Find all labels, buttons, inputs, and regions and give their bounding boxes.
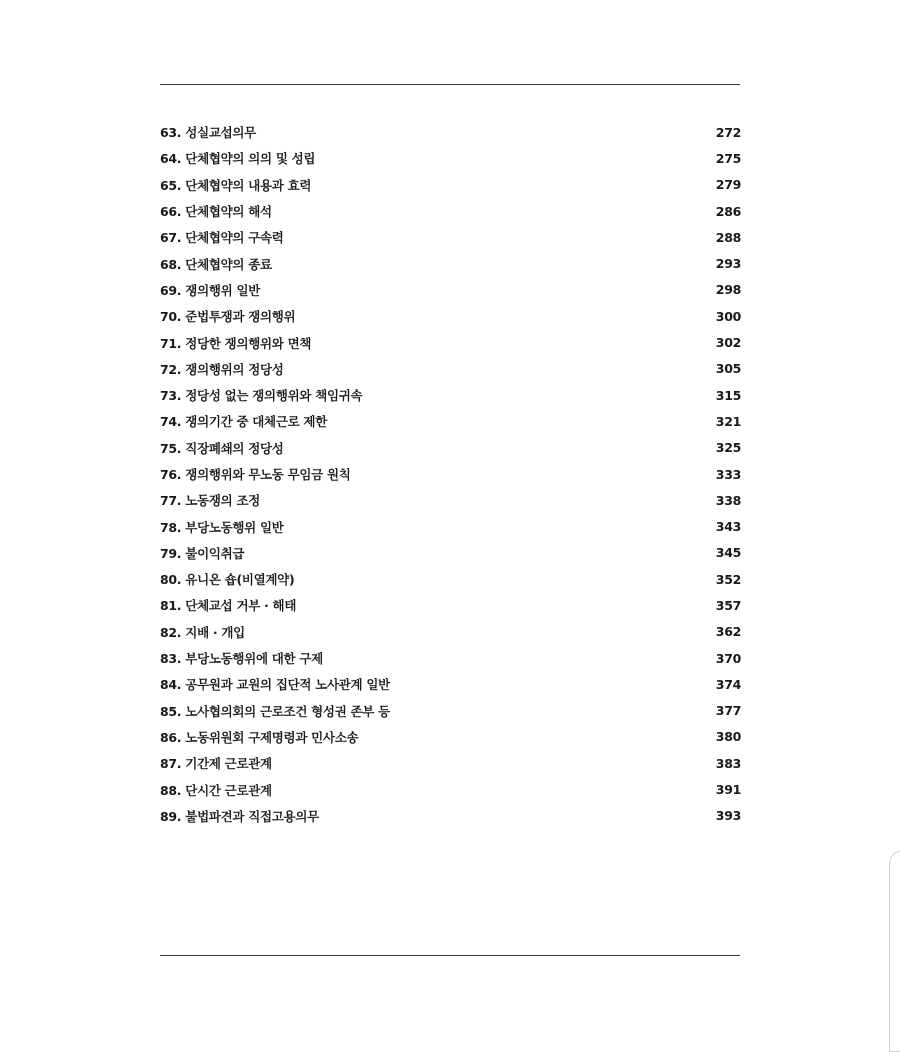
toc-entry-page-number: 377 [715,703,741,719]
toc-entry[interactable] [160,592,741,618]
toc-entry[interactable] [160,277,741,303]
toc-entry-page-number: 393 [715,808,741,824]
toc-entry-page-number: 343 [715,519,741,535]
toc-entry-title: 79. 불이익취급 [160,545,245,561]
toc-entry-title: 78. 부당노동행위 일반 [160,519,284,535]
toc-entry[interactable] [160,382,741,408]
toc-entry[interactable] [160,250,741,276]
toc-entry[interactable] [160,698,741,724]
toc-entry[interactable] [160,487,741,513]
toc-entry-page-number: 293 [715,256,741,272]
toc-entry[interactable] [160,303,741,329]
bottom-rule [160,955,740,956]
toc-entry[interactable] [160,750,741,776]
toc-entry[interactable] [160,540,741,566]
toc-entry-page-number: 275 [715,150,741,166]
toc-entry-page-number: 325 [715,440,741,456]
toc-entry-title: 69. 쟁의행위 일반 [160,282,260,298]
toc-entry-title: 77. 노동쟁의 조정 [160,493,260,509]
toc-entry-page-number: 345 [715,545,741,561]
toc-entry-title: 87. 기간제 근로관계 [160,756,272,772]
toc-entry-title: 73. 정당성 없는 쟁의행위와 책임귀속 [160,388,363,404]
toc-entry-title: 67. 단체협약의 구속력 [160,230,284,246]
scroll-handle[interactable] [889,850,900,1052]
toc-entry-title: 65. 단체협약의 내용과 효력 [160,177,312,193]
toc-entry[interactable] [160,513,741,539]
toc-entry[interactable] [160,145,741,171]
toc-entry[interactable] [160,566,741,592]
toc-entry-page-number: 288 [715,229,741,245]
toc-entry[interactable] [160,776,741,802]
toc-entry-title: 76. 쟁의행위와 무노동 무임금 원칙 [160,467,351,482]
toc-entry[interactable] [160,408,741,434]
toc-entry-page-number: 302 [715,335,741,351]
toc-entry[interactable] [160,461,741,487]
toc-entry[interactable] [160,619,741,645]
toc-entry[interactable] [160,356,741,382]
toc-entry-title: 84. 공무원과 교원의 집단적 노사관계 일반 [160,677,390,693]
toc-entry-page-number: 380 [715,729,741,745]
toc-entry[interactable] [160,645,741,671]
toc-entry-page-number: 391 [715,782,741,798]
toc-entry-page-number: 321 [715,413,741,429]
table-of-contents [160,119,741,829]
toc-entry[interactable] [160,724,741,750]
toc-entry-title: 82. 지배 · 개입 [160,624,245,640]
toc-entry-page-number: 315 [715,387,741,403]
toc-entry-title: 85. 노사협의회의 근로조건 형성권 존부 등 [160,703,390,719]
toc-entry[interactable] [160,198,741,224]
toc-entry[interactable] [160,172,741,198]
toc-entry-page-number: 338 [715,492,741,508]
toc-entry-page-number: 333 [715,466,741,482]
toc-entry-page-number: 286 [715,203,741,219]
toc-entry-title: 86. 노동위원회 구제명령과 민사소송 [160,729,359,745]
toc-entry[interactable] [160,329,741,355]
toc-entry-title: 72. 쟁의행위의 정당성 [160,361,284,377]
toc-entry-title: 88. 단시간 근로관계 [160,782,272,798]
toc-entry-title: 70. 준법투쟁과 쟁의행위 [160,309,296,325]
toc-entry-title: 81. 단체교섭 거부 · 해태 [160,598,297,614]
toc-entry-title: 64. 단체협약의 의의 및 성립 [160,151,316,167]
toc-entry-page-number: 298 [715,282,741,298]
toc-entry-page-number: 352 [715,571,741,587]
toc-entry-page-number: 362 [715,624,741,640]
toc-entry-title: 83. 부당노동행위에 대한 구제 [160,651,323,667]
toc-entry-title: 89. 불법파견과 직접고용의무 [160,808,319,824]
toc-entry-page-number: 357 [715,597,741,613]
toc-entry-page-number: 374 [715,676,741,692]
toc-entry[interactable] [160,119,741,145]
toc-entry-page-number: 305 [715,361,741,377]
toc-entry-page-number: 300 [715,308,741,324]
toc-entry-title: 75. 직장폐쇄의 정당성 [160,440,284,456]
toc-entry-page-number: 370 [715,650,741,666]
top-rule [160,84,740,85]
toc-entry[interactable] [160,671,741,697]
toc-entry-page-number: 272 [715,124,741,140]
toc-entry-title: 74. 쟁의기간 중 대체근로 제한 [160,414,327,430]
toc-entry-title: 68. 단체협약의 종료 [160,256,272,272]
toc-entry-title: 80. 유니온 숍(비열계약) [160,572,295,588]
toc-entry-page-number: 383 [715,755,741,771]
toc-entry-title: 63. 성실교섭의무 [160,125,256,141]
toc-entry[interactable] [160,803,741,829]
toc-entry-title: 71. 정당한 쟁의행위와 면책 [160,335,312,351]
toc-entry[interactable] [160,224,741,250]
toc-entry-title: 66. 단체협약의 해석 [160,204,272,220]
toc-entry[interactable] [160,435,741,461]
toc-entry-page-number: 279 [715,177,741,193]
